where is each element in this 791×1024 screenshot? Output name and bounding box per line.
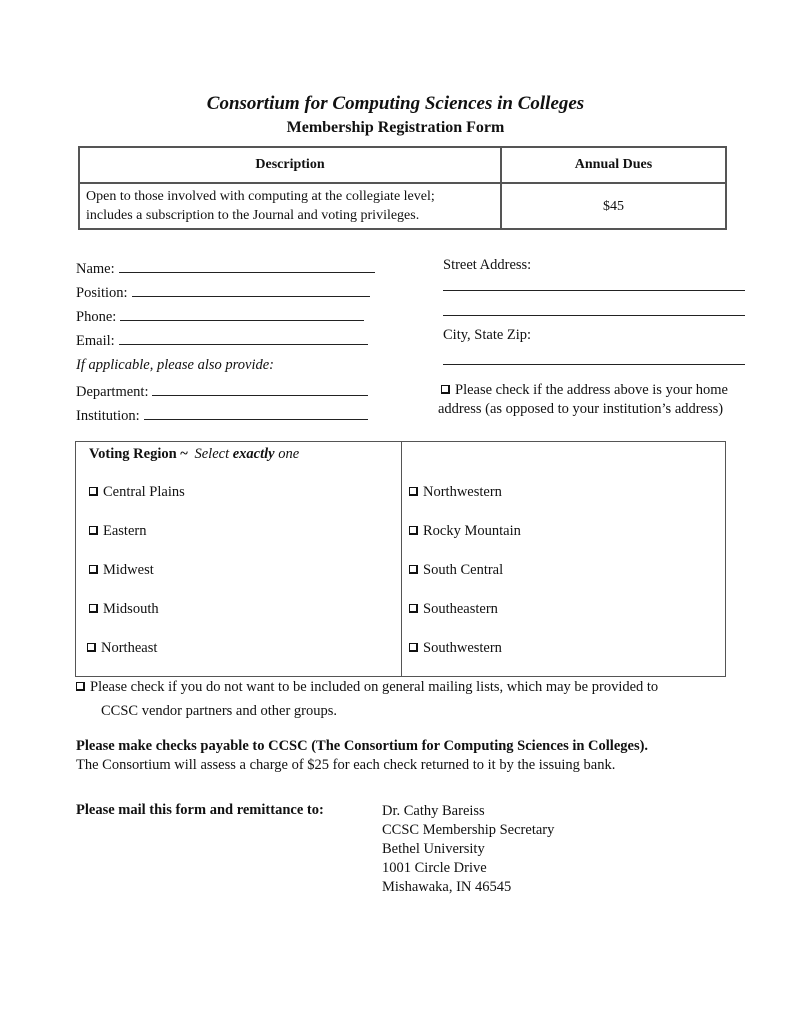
- home-address-text-line2: address (as opposed to your institution’s address): [438, 401, 724, 417]
- form-title: Membership Registration Form: [286, 119, 505, 136]
- city-state-zip-label: City, State Zip:: [443, 327, 532, 343]
- street-address-label: Street Address:: [443, 257, 532, 273]
- region-option-rocky-mountain[interactable]: [409, 523, 521, 540]
- central-plains-checkbox[interactable]: [89, 487, 98, 496]
- region-label: Midwest: [103, 562, 154, 578]
- instruction-emphasis: exactly: [232, 446, 275, 462]
- name-label: Name:: [76, 261, 115, 277]
- midsouth-checkbox[interactable]: [89, 604, 98, 613]
- region-option-midsouth[interactable]: [89, 601, 159, 618]
- institution-input-line[interactable]: [144, 407, 368, 420]
- street-address-line-2[interactable]: [443, 315, 745, 316]
- midwest-checkbox[interactable]: [89, 565, 98, 574]
- rocky-mountain-checkbox[interactable]: [409, 526, 418, 535]
- address-line: Dr. Cathy Bareiss: [382, 803, 485, 819]
- voting-region-instruction: [194, 446, 299, 462]
- mailing-opt-out-checkbox[interactable]: [76, 682, 85, 691]
- phone-label: Phone:: [76, 309, 117, 325]
- instruction-suffix: one: [278, 446, 300, 462]
- mailing-opt-out-line1: Please check if you do not want to be included on general mailing lists, which may be provided to: [90, 679, 659, 695]
- position-field[interactable]: [76, 284, 370, 302]
- city-state-zip-line[interactable]: [443, 364, 745, 365]
- region-label: Eastern: [103, 523, 147, 539]
- dues-table-header: [79, 147, 726, 183]
- region-label: Central Plains: [103, 484, 185, 500]
- department-input-line[interactable]: [152, 383, 368, 396]
- mailing-opt-out-line2: CCSC vendor partners and other groups.: [101, 703, 337, 719]
- voting-region-divider: [401, 442, 402, 676]
- membership-description: [79, 183, 501, 229]
- region-label: Midsouth: [103, 601, 159, 617]
- voting-region-title: Voting Region ~: [89, 446, 188, 462]
- optional-note: If applicable, please also provide:: [76, 357, 274, 373]
- position-input-line[interactable]: [132, 284, 370, 297]
- address-line: Bethel University: [382, 841, 485, 857]
- home-address-option[interactable]: [441, 382, 728, 399]
- address-line: 1001 Circle Drive: [382, 860, 487, 876]
- region-option-northeast[interactable]: [87, 640, 157, 657]
- region-label: Rocky Mountain: [423, 523, 521, 539]
- region-option-central-plains[interactable]: [89, 484, 185, 501]
- form-organization-title: Consortium for Computing Sciences in Colleges: [206, 93, 585, 114]
- name-field[interactable]: [76, 260, 375, 278]
- department-label: Department:: [76, 384, 149, 400]
- home-address-text-line1: Please check if the address above is your home: [455, 382, 728, 398]
- region-label: Southwestern: [423, 640, 502, 656]
- description-line: includes a subscription to the Journal and voting privileges.: [86, 208, 420, 223]
- dues-table: [78, 146, 727, 230]
- phone-input-line[interactable]: [120, 308, 364, 321]
- northeast-checkbox[interactable]: [87, 643, 96, 652]
- department-field[interactable]: [76, 383, 368, 401]
- region-option-south-central[interactable]: [409, 562, 503, 579]
- instruction-prefix: Select: [194, 446, 230, 462]
- description-line: Open to those involved with computing at the collegiate level;: [86, 189, 435, 204]
- mail-to-label: Please mail this form and remittance to:: [76, 802, 324, 818]
- column-header-annual-dues: Annual Dues: [501, 147, 726, 183]
- phone-field[interactable]: [76, 308, 364, 326]
- region-option-southeastern[interactable]: [409, 601, 498, 618]
- table-row: [79, 183, 726, 229]
- address-line: Mishawaka, IN 46545: [382, 879, 512, 895]
- south-central-checkbox[interactable]: [409, 565, 418, 574]
- eastern-checkbox[interactable]: [89, 526, 98, 535]
- annual-dues-value: $45: [501, 183, 726, 229]
- region-label: Northwestern: [423, 484, 502, 500]
- email-label: Email:: [76, 333, 115, 349]
- address-line: CCSC Membership Secretary: [382, 822, 555, 838]
- mailing-address: [382, 802, 554, 897]
- region-label: Southeastern: [423, 601, 498, 617]
- voting-region-box: [75, 441, 726, 677]
- email-field[interactable]: [76, 332, 368, 350]
- southeastern-checkbox[interactable]: [409, 604, 418, 613]
- region-option-midwest[interactable]: [89, 562, 154, 579]
- returned-check-note: The Consortium will assess a charge of $25 for each check returned to it by the issuing bank.: [76, 757, 616, 773]
- northwestern-checkbox[interactable]: [409, 487, 418, 496]
- region-option-southwestern[interactable]: [409, 640, 502, 657]
- payable-note: Please make checks payable to CCSC (The Consortium for Computing Sciences in Colleges).: [76, 738, 649, 754]
- home-address-checkbox[interactable]: [441, 385, 450, 394]
- street-address-line-1[interactable]: [443, 290, 745, 291]
- region-label: South Central: [423, 562, 504, 578]
- position-label: Position:: [76, 285, 128, 301]
- column-header-description: Description: [79, 147, 501, 183]
- mailing-opt-out-option[interactable]: [76, 679, 658, 696]
- institution-field[interactable]: [76, 407, 368, 425]
- institution-label: Institution:: [76, 408, 140, 424]
- region-option-eastern[interactable]: [89, 523, 146, 540]
- region-label: Northeast: [101, 640, 158, 656]
- southwestern-checkbox[interactable]: [409, 643, 418, 652]
- email-input-line[interactable]: [119, 332, 368, 345]
- region-option-northwestern[interactable]: [409, 484, 502, 501]
- name-input-line[interactable]: [119, 260, 375, 273]
- voting-region-heading: [89, 446, 299, 463]
